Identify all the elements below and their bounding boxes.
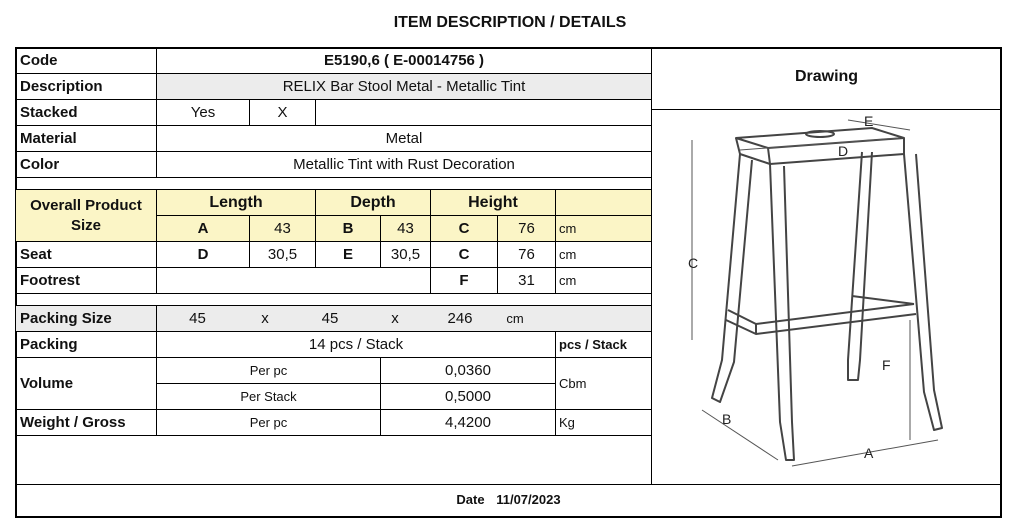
color-label: Color bbox=[16, 152, 157, 178]
seat-d-value: 30,5 bbox=[250, 242, 316, 268]
packing-size-row bbox=[16, 306, 652, 332]
volume-per-stack-label: Per Stack bbox=[157, 384, 381, 410]
weight-label: Weight / Gross bbox=[16, 410, 157, 436]
footrest-label: Footrest bbox=[16, 268, 157, 294]
seat-d-label: D bbox=[157, 242, 250, 268]
description-label: Description bbox=[16, 74, 157, 100]
seat-row bbox=[16, 242, 652, 268]
footrest-f-label: F bbox=[431, 268, 498, 294]
overall-b-value: 43 bbox=[381, 216, 431, 242]
leg-front-left bbox=[712, 154, 752, 402]
description-row bbox=[16, 74, 652, 100]
seat-e-value: 30,5 bbox=[381, 242, 431, 268]
height-header: Height bbox=[431, 190, 556, 216]
length-header: Length bbox=[157, 190, 316, 216]
label-f: F bbox=[882, 357, 891, 373]
dim-line-b bbox=[702, 410, 778, 460]
overall-header-row bbox=[16, 190, 652, 216]
footrest-row bbox=[16, 268, 652, 294]
packing-size-label: Packing Size bbox=[16, 306, 157, 332]
page-title: ITEM DESCRIPTION / DETAILS bbox=[393, 14, 627, 31]
seat-skirt-shape bbox=[736, 138, 904, 164]
description-value: RELIX Bar Stool Metal - Metallic Tint bbox=[157, 74, 652, 100]
stacked-yes: Yes bbox=[157, 100, 250, 126]
overall-b-label: B bbox=[316, 216, 381, 242]
dim-line-d bbox=[740, 138, 900, 150]
packing-label: Packing bbox=[16, 332, 157, 358]
footrest-empty bbox=[157, 268, 431, 294]
weight-unit: Kg bbox=[556, 410, 652, 436]
packing-size-height: 246 bbox=[447, 310, 473, 327]
weight-per-pc-value: 4,4200 bbox=[381, 410, 556, 436]
footrest-f-value: 31 bbox=[498, 268, 556, 294]
volume-per-stack-value: 0,5000 bbox=[381, 384, 556, 410]
overall-a-value: 43 bbox=[250, 216, 316, 242]
material-row bbox=[16, 126, 652, 152]
packing-size-x2: x bbox=[391, 310, 399, 327]
packing-size-values bbox=[157, 306, 652, 332]
date-row bbox=[15, 484, 1002, 518]
material-label: Material bbox=[16, 126, 157, 152]
packing-size-width: 45 bbox=[321, 310, 339, 327]
overall-header-empty bbox=[556, 190, 652, 216]
label-a: A bbox=[864, 445, 874, 461]
stacked-empty bbox=[316, 100, 652, 126]
volume-per-pc-value: 0,0360 bbox=[381, 358, 556, 384]
details-table bbox=[15, 47, 652, 436]
weight-row bbox=[16, 410, 652, 436]
label-b: B bbox=[722, 411, 732, 427]
color-value: Metallic Tint with Rust Decoration bbox=[157, 152, 652, 178]
spacer-row-2 bbox=[16, 294, 652, 306]
spacer-row bbox=[16, 178, 652, 190]
stool-drawing bbox=[652, 110, 1001, 482]
packing-value: 14 pcs / Stack bbox=[157, 332, 556, 358]
packing-size-x1: x bbox=[261, 310, 269, 327]
seat-unit: cm bbox=[556, 242, 652, 268]
color-row bbox=[16, 152, 652, 178]
leg-back-middle bbox=[848, 152, 872, 380]
footrest-front bbox=[728, 304, 914, 324]
volume-label: Volume bbox=[16, 358, 157, 410]
label-e: E bbox=[864, 113, 874, 129]
stacked-label: Stacked bbox=[16, 100, 157, 126]
seat-c-value: 76 bbox=[498, 242, 556, 268]
packing-row bbox=[16, 332, 652, 358]
code-label: Code bbox=[16, 48, 157, 74]
seat-handle-hole bbox=[806, 131, 834, 137]
code-value: E5190,6 ( E-00014756 ) bbox=[157, 48, 652, 74]
packing-size-unit: cm bbox=[506, 311, 524, 326]
depth-header: Depth bbox=[316, 190, 431, 216]
footrest-unit: cm bbox=[556, 268, 652, 294]
code-row bbox=[16, 48, 652, 74]
material-value: Metal bbox=[157, 126, 652, 152]
leg-front-center bbox=[770, 164, 794, 460]
stacked-mark: X bbox=[250, 100, 316, 126]
overall-unit: cm bbox=[556, 216, 652, 242]
overall-c-value: 76 bbox=[498, 216, 556, 242]
packing-size-length: 45 bbox=[189, 310, 206, 327]
volume-unit: Cbm bbox=[556, 358, 652, 410]
packing-unit: pcs / Stack bbox=[556, 332, 652, 358]
seat-c-label: C bbox=[431, 242, 498, 268]
drawing-title: Drawing bbox=[652, 48, 1001, 110]
seat-label: Seat bbox=[16, 242, 157, 268]
label-c: C bbox=[688, 255, 699, 271]
overall-size-label: Overall Product Size bbox=[16, 190, 157, 242]
volume-row-1 bbox=[16, 358, 652, 384]
overall-c-label: C bbox=[431, 216, 498, 242]
overall-a-label: A bbox=[157, 216, 250, 242]
weight-per-pc-label: Per pc bbox=[157, 410, 381, 436]
seat-e-label: E bbox=[316, 242, 381, 268]
date-label: Date bbox=[456, 492, 485, 507]
stacked-row bbox=[16, 100, 652, 126]
drawing-panel bbox=[651, 48, 1001, 484]
label-d: D bbox=[838, 143, 849, 159]
date-value: 11/07/2023 bbox=[496, 492, 561, 507]
volume-per-pc-label: Per pc bbox=[157, 358, 381, 384]
